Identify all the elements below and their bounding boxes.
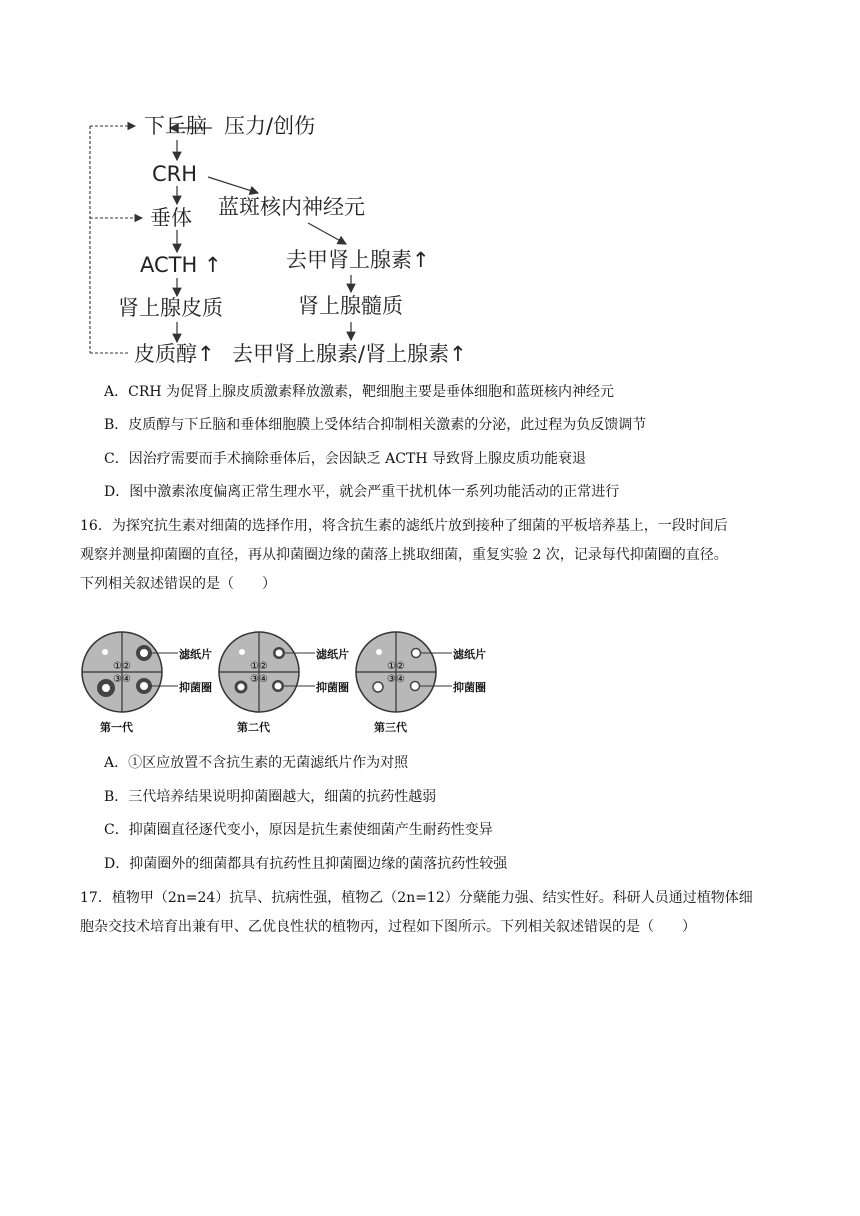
svg-text:①②: ①② <box>250 661 268 672</box>
zone-label-1: 抑菌圈 <box>179 681 212 694</box>
generation-label-3: 第三代 <box>374 721 407 734</box>
q16-option-d: D．抑菌圈外的细菌都具有抗药性且抑菌圈边缘的菌落抗药性较强 <box>104 856 508 872</box>
filter-label-1: 滤纸片 <box>179 648 212 661</box>
svg-text:③④: ③④ <box>250 674 268 685</box>
q16-stem <box>80 516 780 603</box>
q15-option-c: C．因治疗需要而手术摘除垂体后，会因缺乏 ACTH 导致肾上腺皮质功能衰退 <box>104 451 586 467</box>
q16-option-b: B．三代培养结果说明抑菌圈越大，细菌的抗药性越弱 <box>104 789 437 805</box>
q16-line-1: 16．为探究抗生素对细菌的选择作用，将含抗生素的滤纸片放到接种了细菌的平板培养基上，一段时间后 <box>80 518 728 534</box>
q16-option-c: C．抑菌圈直径逐代变小，原因是抗生素使细菌产生耐药性变异 <box>104 822 493 838</box>
svg-text:①②: ①② <box>387 661 405 672</box>
flow-arrows <box>78 108 498 370</box>
node-adrenal-cortex: 肾上腺皮质 <box>118 296 223 320</box>
filter-label-3: 滤纸片 <box>453 648 486 661</box>
q17-stem <box>80 888 780 946</box>
q16-line-3: 下列相关叙述错误的是（ ） <box>80 576 276 592</box>
hormone-flow-diagram <box>78 108 498 370</box>
generation-label-2: 第二代 <box>237 721 270 734</box>
node-adrenal-medulla: 肾上腺髓质 <box>298 294 403 318</box>
q15-option-a: A．CRH 为促肾上腺皮质激素释放激素，靶细胞主要是垂体细胞和蓝斑核内神经元 <box>104 384 615 400</box>
plate-gen-1 <box>78 622 218 742</box>
generation-label-1: 第一代 <box>100 721 133 734</box>
svg-text:③④: ③④ <box>113 674 131 685</box>
node-ne-epinephrine: 去甲肾上腺素/肾上腺素↑ <box>232 342 467 366</box>
q15-option-b: B．皮质醇与下丘脑和垂体细胞膜上受体结合抑制相关激素的分泌，此过程为负反馈调节 <box>104 417 647 433</box>
node-cortisol: 皮质醇↑ <box>134 342 215 366</box>
node-locus-coeruleus: 蓝斑核内神经元 <box>218 195 365 219</box>
svg-text:③④: ③④ <box>387 674 405 685</box>
plate-gen-2 <box>215 622 355 742</box>
zone-label-3: 抑菌圈 <box>453 681 486 694</box>
node-crh: CRH <box>152 162 198 186</box>
q15-option-d: D．图中激素浓度偏离正常生理水平，就会严重干扰机体一系列功能活动的正常进行 <box>104 484 620 500</box>
svg-text:①②: ①② <box>113 661 131 672</box>
node-hypothalamus: 下丘脑 <box>144 114 207 138</box>
q16-plates-figure <box>78 622 498 742</box>
q17-line-1: 17．植物甲（2n=24）抗旱、抗病性强，植物乙（2n=12）分蘖能力强、结实性好。科研人员通过植物体细 <box>80 890 753 906</box>
node-pituitary: 垂体 <box>150 206 192 230</box>
q16-line-2: 观察并测量抑菌圈的直径，再从抑菌圈边缘的菌落上挑取细菌，重复实验 2 次，记录每代抑菌圈的直径。 <box>80 547 728 563</box>
node-norepinephrine: 去甲肾上腺素↑ <box>286 248 430 272</box>
node-acth: ACTH ↑ <box>140 253 222 277</box>
filter-label-2: 滤纸片 <box>316 648 349 661</box>
node-stress: 压力/创伤 <box>224 114 316 138</box>
q16-option-a: A．①区应放置不含抗生素的无菌滤纸片作为对照 <box>104 755 409 771</box>
zone-label-2: 抑菌圈 <box>316 681 349 694</box>
plate-gen-3 <box>352 622 492 742</box>
q17-line-2: 胞杂交技术培育出兼有甲、乙优良性状的植物丙，过程如下图所示。下列相关叙述错误的是（ ） <box>80 919 696 935</box>
